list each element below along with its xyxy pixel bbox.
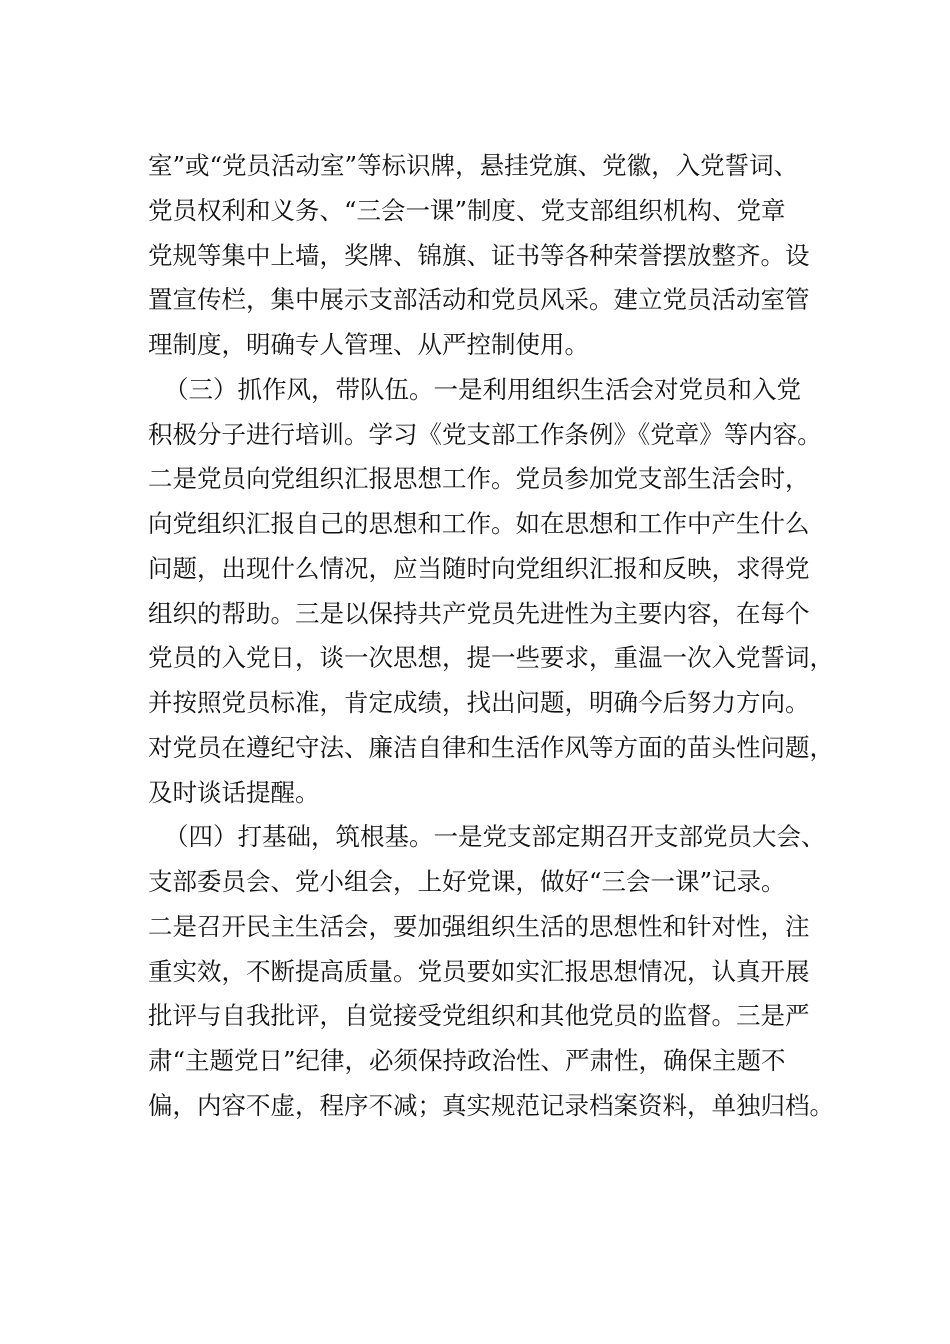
text-line: 二是党员向党组织汇报思想工作。党员参加党支部生活会时， [148,464,810,494]
text-line: 肃“主题党日”纪律，必须保持政治性、严肃性，确保主题不 [148,1046,786,1075]
paragraph-activity-room [148,144,848,368]
text-line: 室”或“党员活动室”等标识牌，悬挂党旗、党徽，入党誓词、 [148,151,799,180]
text-line: 组织的帮助。三是以保持共产党员先进性为主要内容，在每个 [148,598,810,628]
text-line: 及时谈话提醒。 [148,777,320,807]
text-line: 对党员在遵纪守法、廉洁自律和生活作风等方面的苗头性问题， [148,732,834,762]
text-line: 并按照党员标准，肯定成绩，找出问题，明确今后努力方向。 [148,688,810,717]
paragraph-section-four [148,815,848,1128]
text-line: 重实效，不断提高质量。党员要如实汇报思想情况，认真开展 [148,956,810,986]
text-line-first: （四）打基础，筑根基。一是党支部定期召开支部党员大会、 [164,822,826,852]
text-line: 向党组织汇报自己的思想和工作。如在思想和工作中产生什么 [148,509,810,538]
text-line: 偏，内容不虚，程序不减；真实规范记录档案资料，单独归档。 [148,1090,834,1120]
text-line: 积极分子进行培训。学习《党支部工作条例》《党章》等内容。 [148,419,822,449]
text-line: 党员权利和义务、“三会一课”制度、党支部组织机构、党章 [148,195,786,225]
text-line: 批评与自我批评，自觉接受党组织和其他党员的监督。三是严 [148,1001,810,1031]
paragraph-section-three [148,368,848,816]
text-line: 理制度，明确专人管理、从严控制使用。 [148,330,589,359]
text-line-first: （三）抓作风，带队伍。一是利用组织生活会对党员和入党 [164,374,801,404]
text-line: 党员的入党日，谈一次思想，提一些要求，重温一次入党誓词， [148,643,834,673]
text-line: 置宣传栏，集中展示支部活动和党员风采。建立党员活动室管 [148,285,810,315]
document-body [148,144,848,1129]
text-line: 二是召开民主生活会，要加强组织生活的思想性和针对性，注 [148,911,810,941]
text-line: 支部委员会、党小组会，上好党课，做好“三会一课”记录。 [148,867,786,896]
text-line: 党规等集中上墙，奖牌、锦旗、证书等各种荣誉摆放整齐。设 [148,240,810,270]
text-line: 问题，出现什么情况，应当随时向党组织汇报和反映，求得党 [148,553,810,583]
